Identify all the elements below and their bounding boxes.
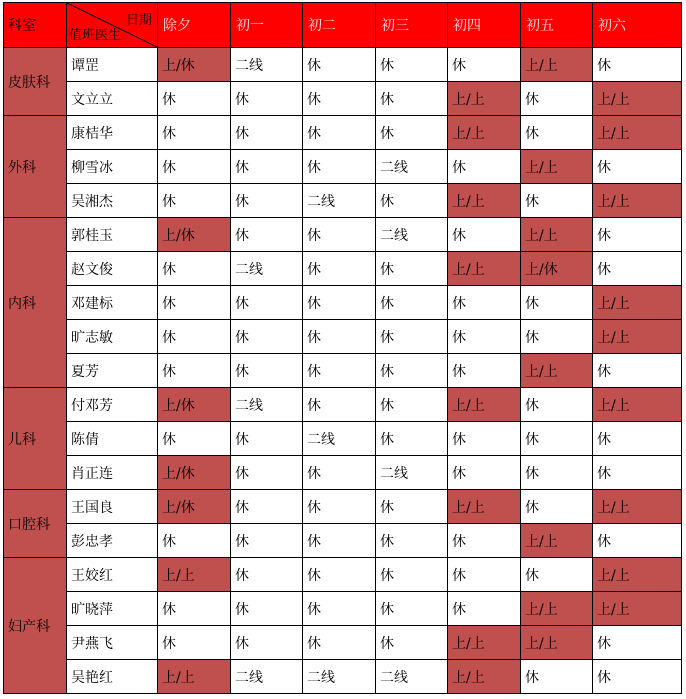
shift-cell: 休 [376, 320, 448, 354]
shift-cell: 休 [448, 320, 521, 354]
shift-cell: 休 [303, 558, 376, 592]
doctor-name-cell: 付邓芳 [67, 388, 158, 422]
shift-cell: 上/休 [158, 218, 231, 252]
shift-cell: 休 [521, 490, 593, 524]
doctor-name-cell: 旷晓萍 [67, 592, 158, 626]
shift-cell: 休 [593, 422, 682, 456]
shift-cell: 休 [448, 286, 521, 320]
doctor-name-cell: 柳雪冰 [67, 150, 158, 184]
doctor-row [4, 524, 682, 558]
doctor-label: 值班医生 [69, 28, 122, 43]
shift-cell: 休 [593, 524, 682, 558]
shift-cell: 休 [376, 116, 448, 150]
shift-cell: 上/休 [158, 490, 231, 524]
shift-cell: 休 [303, 456, 376, 490]
shift-cell: 休 [376, 558, 448, 592]
shift-cell: 休 [231, 354, 303, 388]
shift-cell: 休 [158, 524, 231, 558]
doctor-name-cell: 彭忠孝 [67, 524, 158, 558]
shift-cell: 休 [303, 320, 376, 354]
shift-cell: 休 [521, 184, 593, 218]
date-header: 初五 [521, 3, 593, 48]
shift-cell: 上/上 [448, 82, 521, 116]
shift-cell: 休 [448, 150, 521, 184]
doctor-row [4, 592, 682, 626]
dept-cell: 口腔科 [4, 490, 67, 558]
shift-cell: 休 [303, 82, 376, 116]
shift-cell: 上/休 [158, 48, 231, 82]
doctor-row [4, 218, 682, 252]
shift-cell: 休 [376, 184, 448, 218]
dept-cell: 内科 [4, 218, 67, 388]
shift-cell: 休 [231, 218, 303, 252]
dept-cell: 妇产科 [4, 558, 67, 694]
shift-cell: 休 [231, 184, 303, 218]
shift-cell: 休 [231, 456, 303, 490]
doctor-name-cell: 赵文俊 [67, 252, 158, 286]
doctor-name-cell: 文立立 [67, 82, 158, 116]
shift-cell: 休 [593, 456, 682, 490]
shift-cell: 休 [303, 150, 376, 184]
shift-cell: 休 [158, 150, 231, 184]
shift-cell: 休 [303, 354, 376, 388]
shift-cell: 休 [448, 558, 521, 592]
doctor-row [4, 660, 682, 694]
shift-cell: 休 [521, 82, 593, 116]
shift-cell: 休 [231, 626, 303, 660]
shift-cell: 上/休 [158, 456, 231, 490]
shift-cell: 上/上 [593, 592, 682, 626]
doctor-name-cell: 夏芳 [67, 354, 158, 388]
shift-cell: 休 [521, 320, 593, 354]
shift-cell: 上/上 [593, 558, 682, 592]
doctor-row [4, 82, 682, 116]
doctor-row [4, 626, 682, 660]
shift-cell: 休 [521, 558, 593, 592]
shift-cell: 休 [593, 660, 682, 694]
doctor-name-cell: 尹燕飞 [67, 626, 158, 660]
shift-cell: 二线 [376, 660, 448, 694]
shift-cell: 二线 [303, 660, 376, 694]
shift-cell: 休 [303, 592, 376, 626]
shift-cell: 上/上 [521, 524, 593, 558]
header-row [4, 3, 682, 48]
shift-cell: 休 [593, 252, 682, 286]
doctor-row [4, 184, 682, 218]
shift-cell: 上/上 [158, 660, 231, 694]
shift-cell: 休 [376, 82, 448, 116]
shift-cell: 二线 [231, 660, 303, 694]
shift-cell: 上/上 [448, 116, 521, 150]
shift-cell: 上/上 [593, 286, 682, 320]
shift-cell: 上/上 [521, 150, 593, 184]
doctor-name-cell: 肖正连 [67, 456, 158, 490]
shift-cell: 二线 [376, 218, 448, 252]
shift-cell: 休 [521, 116, 593, 150]
shift-cell: 上/上 [448, 252, 521, 286]
shift-cell: 休 [231, 490, 303, 524]
date-doctor-corner-header [67, 3, 158, 48]
shift-cell: 休 [448, 218, 521, 252]
shift-cell: 休 [158, 626, 231, 660]
date-header: 初六 [593, 3, 682, 48]
doctor-name-cell: 吴湘杰 [67, 184, 158, 218]
shift-cell: 休 [376, 48, 448, 82]
shift-cell: 休 [593, 150, 682, 184]
shift-cell: 休 [376, 388, 448, 422]
doctor-name-cell: 邓建标 [67, 286, 158, 320]
shift-cell: 上/上 [593, 184, 682, 218]
shift-cell: 休 [303, 252, 376, 286]
shift-cell: 上/上 [448, 388, 521, 422]
shift-cell: 休 [231, 524, 303, 558]
date-header: 初一 [231, 3, 303, 48]
doctor-row [4, 116, 682, 150]
dept-cell: 儿科 [4, 388, 67, 490]
doctor-row [4, 320, 682, 354]
shift-cell: 二线 [231, 48, 303, 82]
doctor-row [4, 354, 682, 388]
shift-cell: 休 [231, 286, 303, 320]
shift-cell: 上/上 [593, 320, 682, 354]
shift-cell: 休 [448, 422, 521, 456]
shift-cell: 休 [158, 252, 231, 286]
shift-cell: 二线 [376, 150, 448, 184]
shift-cell: 休 [231, 320, 303, 354]
shift-cell: 休 [231, 82, 303, 116]
doctor-name-cell: 王姣红 [67, 558, 158, 592]
shift-cell: 二线 [231, 252, 303, 286]
doctor-row [4, 456, 682, 490]
shift-cell: 休 [448, 48, 521, 82]
shift-cell: 二线 [231, 388, 303, 422]
shift-cell: 休 [448, 354, 521, 388]
shift-cell: 上/上 [593, 490, 682, 524]
doctor-row [4, 558, 682, 592]
doctor-row [4, 286, 682, 320]
shift-cell: 二线 [303, 184, 376, 218]
shift-cell: 休 [303, 218, 376, 252]
doctor-name-cell: 谭罡 [67, 48, 158, 82]
shift-cell: 休 [521, 660, 593, 694]
dept-header: 科室 [4, 3, 67, 48]
doctor-name-cell: 旷志敏 [67, 320, 158, 354]
date-header: 初三 [376, 3, 448, 48]
shift-cell: 休 [231, 150, 303, 184]
date-label: 日期 [125, 13, 152, 28]
shift-cell: 上/上 [521, 592, 593, 626]
shift-cell: 上/上 [521, 626, 593, 660]
doctor-name-cell: 陈倩 [67, 422, 158, 456]
shift-cell: 上/休 [521, 252, 593, 286]
shift-cell: 休 [158, 82, 231, 116]
shift-cell: 休 [376, 422, 448, 456]
shift-cell: 休 [158, 184, 231, 218]
shift-cell: 休 [521, 286, 593, 320]
shift-cell: 休 [303, 626, 376, 660]
shift-cell: 休 [448, 524, 521, 558]
shift-cell: 休 [376, 592, 448, 626]
shift-cell: 上/上 [448, 490, 521, 524]
doctor-row [4, 48, 682, 82]
doctor-row [4, 490, 682, 524]
shift-cell: 休 [303, 388, 376, 422]
shift-cell: 休 [448, 592, 521, 626]
shift-cell: 二线 [376, 456, 448, 490]
shift-cell: 休 [158, 592, 231, 626]
date-header: 初四 [448, 3, 521, 48]
shift-cell: 上/休 [158, 388, 231, 422]
shift-cell: 休 [303, 48, 376, 82]
shift-cell: 上/上 [158, 558, 231, 592]
shift-cell: 休 [376, 490, 448, 524]
shift-cell: 休 [303, 116, 376, 150]
shift-cell: 休 [593, 48, 682, 82]
shift-cell: 上/上 [521, 48, 593, 82]
shift-cell: 休 [593, 354, 682, 388]
dept-cell: 外科 [4, 116, 67, 218]
shift-cell: 休 [231, 116, 303, 150]
date-header: 初二 [303, 3, 376, 48]
date-header: 除夕 [158, 3, 231, 48]
shift-cell: 休 [303, 490, 376, 524]
shift-cell: 休 [376, 524, 448, 558]
shift-cell: 休 [376, 354, 448, 388]
doctor-row [4, 388, 682, 422]
shift-cell: 上/上 [593, 116, 682, 150]
shift-cell: 上/上 [448, 184, 521, 218]
shift-cell: 休 [521, 388, 593, 422]
shift-cell: 休 [158, 354, 231, 388]
shift-cell: 休 [448, 456, 521, 490]
dept-cell: 皮肤科 [4, 48, 67, 116]
doctor-name-cell: 王国良 [67, 490, 158, 524]
shift-cell: 上/上 [448, 660, 521, 694]
shift-cell: 休 [231, 592, 303, 626]
shift-cell: 休 [303, 524, 376, 558]
doctor-row [4, 150, 682, 184]
doctor-row [4, 252, 682, 286]
shift-cell: 休 [158, 286, 231, 320]
shift-cell: 上/上 [521, 218, 593, 252]
shift-cell: 休 [593, 626, 682, 660]
doctor-name-cell: 吴艳红 [67, 660, 158, 694]
shift-cell: 休 [231, 558, 303, 592]
shift-cell: 休 [158, 116, 231, 150]
doctor-name-cell: 郭桂玉 [67, 218, 158, 252]
doctor-row [4, 422, 682, 456]
shift-cell: 休 [158, 422, 231, 456]
shift-cell: 休 [303, 286, 376, 320]
shift-cell: 上/上 [593, 82, 682, 116]
shift-cell: 上/上 [448, 626, 521, 660]
shift-cell: 二线 [303, 422, 376, 456]
shift-cell: 休 [376, 252, 448, 286]
shift-cell: 休 [376, 286, 448, 320]
shift-cell: 休 [376, 626, 448, 660]
shift-cell: 休 [521, 422, 593, 456]
doctor-name-cell: 康桔华 [67, 116, 158, 150]
shift-cell: 休 [231, 422, 303, 456]
shift-cell: 休 [593, 218, 682, 252]
shift-cell: 休 [158, 320, 231, 354]
shift-cell: 休 [521, 456, 593, 490]
shift-cell: 上/上 [593, 388, 682, 422]
shift-cell: 上/上 [521, 354, 593, 388]
duty-roster-table [3, 2, 682, 694]
